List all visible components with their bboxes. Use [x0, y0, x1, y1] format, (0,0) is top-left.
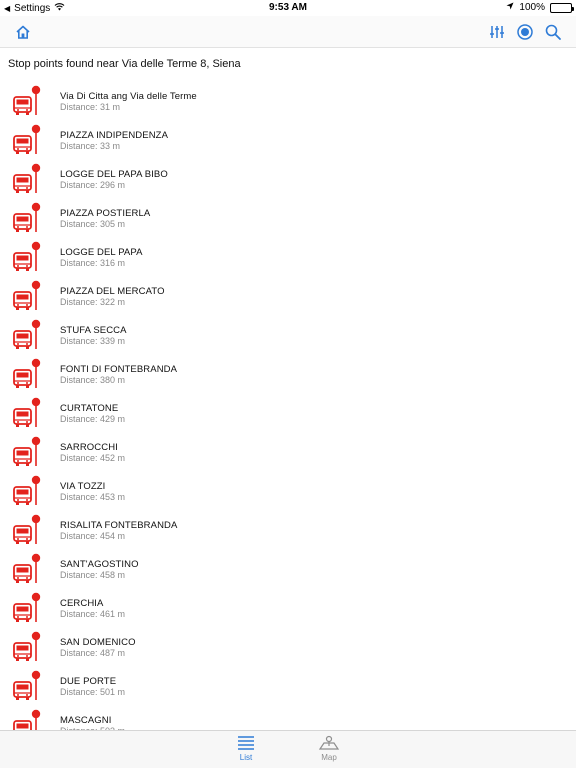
stop-distance: Distance: 461 m: [60, 609, 126, 619]
stop-name: CURTATONE: [60, 403, 119, 414]
list-item[interactable]: [0, 669, 576, 708]
navigation-bar: [0, 16, 576, 48]
bus-stop-icon: [12, 85, 42, 117]
bus-stop-icon: [12, 124, 42, 156]
list-item[interactable]: [0, 591, 576, 630]
stop-distance: Distance: 429 m: [60, 414, 126, 424]
stops-list: [0, 84, 576, 730]
stop-name: SANT'AGOSTINO: [60, 559, 139, 570]
tab-list-label: List: [239, 753, 253, 762]
stop-name: MASCAGNI: [60, 715, 112, 726]
stop-distance: Distance: 31 m: [60, 102, 121, 112]
location-arrow-icon: [506, 2, 514, 13]
battery-percent: 100%: [519, 2, 545, 13]
stop-distance: Distance: 487 m: [60, 648, 126, 658]
home-icon[interactable]: [14, 23, 32, 41]
stop-distance: Distance: 501 m: [60, 687, 126, 697]
bus-stop-icon: [12, 358, 42, 390]
search-icon[interactable]: [544, 23, 562, 41]
stop-name: PIAZZA DEL MERCATO: [60, 286, 165, 297]
stop-name: STUFA SECCA: [60, 325, 127, 336]
back-arrow-icon[interactable]: ◀: [4, 3, 11, 13]
stop-distance: Distance: 316 m: [60, 258, 126, 268]
stop-distance: Distance: 322 m: [60, 297, 126, 307]
tab-list[interactable]: [221, 735, 271, 762]
bus-stop-icon: [12, 319, 42, 351]
back-to-settings-label[interactable]: Settings: [14, 2, 51, 14]
stop-name: LOGGE DEL PAPA: [60, 247, 143, 258]
list-item[interactable]: [0, 396, 576, 435]
list-item[interactable]: [0, 123, 576, 162]
list-item[interactable]: [0, 513, 576, 552]
bus-stop-icon: [12, 475, 42, 507]
stop-distance: Distance: 453 m: [60, 492, 126, 502]
stop-name: SARROCCHI: [60, 442, 118, 453]
list-item[interactable]: [0, 435, 576, 474]
clock: 9:53 AM: [269, 2, 307, 13]
sliders-icon[interactable]: [488, 23, 506, 41]
bus-stop-icon: [12, 514, 42, 546]
list-item[interactable]: [0, 279, 576, 318]
list-item[interactable]: [0, 318, 576, 357]
stop-name: LOGGE DEL PAPA BIBO: [60, 169, 168, 180]
list-item[interactable]: [0, 162, 576, 201]
bus-stop-icon: [12, 202, 42, 234]
list-item[interactable]: [0, 474, 576, 513]
list-item[interactable]: [0, 240, 576, 279]
stop-distance: Distance: 380 m: [60, 375, 126, 385]
stop-name: DUE PORTE: [60, 676, 117, 687]
map-icon: [319, 735, 339, 751]
stop-distance: Distance: 305 m: [60, 219, 126, 229]
stop-distance: Distance: 454 m: [60, 531, 126, 541]
tab-map[interactable]: [304, 735, 354, 762]
stop-name: VIA TOZZI: [60, 481, 106, 492]
stop-name: SAN DOMENICO: [60, 637, 136, 648]
bus-stop-icon: [12, 436, 42, 468]
stop-distance: Distance: 452 m: [60, 453, 126, 463]
stop-name: PIAZZA POSTIERLA: [60, 208, 151, 219]
stop-name: CERCHIA: [60, 598, 104, 609]
stop-name: Via Di Citta ang Via delle Terme: [60, 91, 197, 102]
status-bar: [0, 0, 576, 16]
bus-stop-icon: [12, 280, 42, 312]
list-item[interactable]: [0, 552, 576, 591]
tab-bar: [0, 730, 576, 768]
list-item[interactable]: [0, 84, 576, 123]
stop-distance: Distance: 339 m: [60, 336, 126, 346]
list-item[interactable]: [0, 630, 576, 669]
stop-distance: Distance: 296 m: [60, 180, 126, 190]
bus-stop-icon: [12, 631, 42, 663]
battery-icon: [550, 3, 572, 13]
stop-distance: Distance: 458 m: [60, 570, 126, 580]
bus-stop-icon: [12, 397, 42, 429]
stop-distance: Distance: 33 m: [60, 141, 121, 151]
tab-map-label: Map: [321, 753, 337, 762]
bus-stop-icon: [12, 163, 42, 195]
stop-name: FONTI DI FONTEBRANDA: [60, 364, 178, 375]
stop-name: PIAZZA INDIPENDENZA: [60, 130, 169, 141]
bus-stop-icon: [12, 553, 42, 585]
target-icon[interactable]: [516, 23, 534, 41]
bus-stop-icon: [12, 241, 42, 273]
bus-stop-icon: [12, 670, 42, 702]
bus-stop-icon: [12, 592, 42, 624]
stop-name: RISALITA FONTEBRANDA: [60, 520, 178, 531]
page-subtitle: Stop points found near Via delle Terme 8, Siena: [8, 58, 241, 70]
list-icon: [237, 735, 255, 751]
list-item[interactable]: [0, 201, 576, 240]
list-item[interactable]: [0, 357, 576, 396]
